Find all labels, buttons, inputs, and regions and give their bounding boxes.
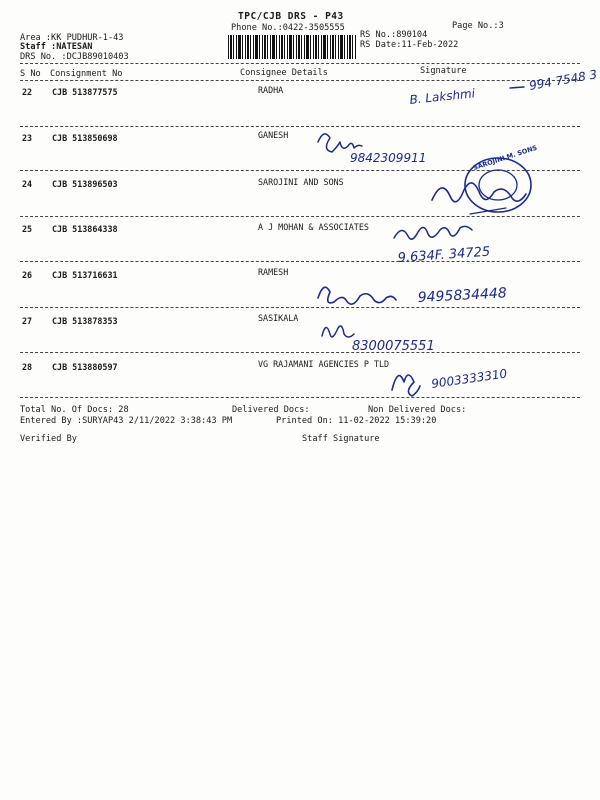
col-signature: Signature [420,66,467,76]
row-consignment: CJB 513864338 [52,224,118,234]
staff-label: Staff :NATESAN [20,42,93,52]
rs-date: RS Date:11-Feb-2022 [360,40,459,50]
document-title: TPC/CJB DRS - P43 [238,11,344,22]
signature-scribble [394,226,472,239]
col-consignee: Consignee Details [240,68,328,78]
area-label: Area :KK PUDHUR-1-43 [20,33,124,43]
row-sno: 24 [22,179,33,189]
signature-scribble [322,326,354,337]
total-docs: Total No. Of Docs: 28 [20,405,129,415]
row-consignee: RAMESH [258,267,289,277]
row-consignment: CJB 513850698 [52,133,118,143]
row-consignment: CJB 513877575 [52,87,118,97]
col-consignment: Consignment No [50,69,123,79]
row-consignment: CJB 513878353 [52,316,118,326]
non-delivered-docs: Non Delivered Docs: [368,405,467,415]
signature-scribble [318,287,396,304]
signature-note: B. Lakshmi [408,86,476,107]
phone-number: Phone No.:0422-3505555 [231,23,345,33]
staff-signature: Staff Signature [302,434,380,444]
row-sno: 27 [22,316,33,326]
signature-scribble [392,375,420,396]
row-sno: 25 [22,224,33,234]
row-consignment: CJB 513896503 [52,179,118,189]
row-consignee: SASIKALA [258,313,299,323]
col-sno: S No [20,69,41,79]
row-consignee: A J MOHAN & ASSOCIATES [258,222,369,232]
row-consignee: SAROJINI AND SONS [258,177,344,187]
signature-scribble [318,134,362,152]
phone-note: 994 7548 3 [528,67,599,93]
stamp-text: SAROJINI M. SONS [472,143,539,172]
drs-number: DRS No. :DCJB89010403 [20,52,129,62]
phone-note: 9003333310 [430,366,509,391]
row-consignment: CJB 513880597 [52,362,118,372]
phone-note: 9.634F. 34725 [397,244,491,266]
delivered-docs: Delivered Docs: [232,405,310,415]
row-consignment: CJB 513716631 [52,270,118,280]
verified-by: Verified By [20,434,77,444]
phone-note: 9842309911 [350,151,427,165]
row-sno: 23 [22,133,33,143]
dash-stroke [510,87,524,88]
signature-underline [470,208,506,214]
phone-note: 8300075551 [352,339,435,354]
row-consignee: VG RAJAMANI AGENCIES P TLD [258,359,390,369]
entered-by: Entered By :SURYAP43 2/11/2022 3:38:43 PM [20,416,233,426]
row-sno: 26 [22,270,33,280]
row-sno: 22 [22,87,33,97]
row-sno: 28 [22,362,33,372]
page-number: Page No.:3 [452,21,504,31]
phone-note: 9495834448 [417,285,508,306]
row-consignee: RADHA [258,85,284,95]
printed-on: Printed On: 11-02-2022 15:39:20 [276,416,437,426]
row-consignee: GANESH [258,130,289,140]
rs-number: RS No.:890104 [360,30,428,40]
